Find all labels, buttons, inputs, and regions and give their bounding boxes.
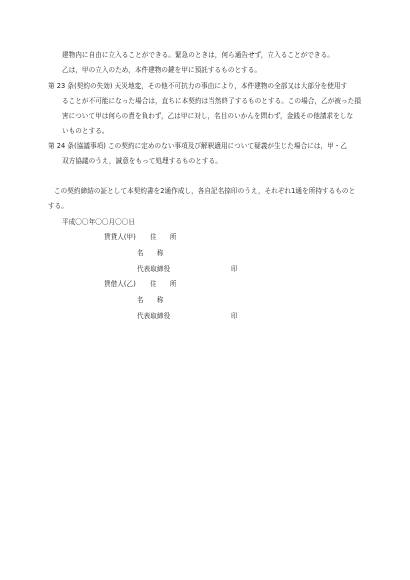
continued-line-2: 乙は，甲の立入のため，本件建物の鍵を甲に預託するものとする。 [62, 66, 262, 74]
lessee-address-label: 住 所 [150, 280, 177, 288]
article-23-line-4: いものとする。 [62, 127, 109, 135]
lessee-name-label: 名 称 [137, 296, 164, 304]
article-24-line-1: 第 24 条(協議事項) この契約に定めのない事項及び解釈適用について疑義が生じた場合には，甲・乙 [48, 142, 348, 150]
closing-line-2: する。 [48, 202, 68, 210]
contract-date: 平成〇〇年〇〇月〇〇日 [62, 218, 136, 226]
continued-line-1: 建物内に自由に立入ることができる。緊急のときは，何ら通告せず，立入ることができる。 [62, 51, 334, 59]
article-23-line-3: 害について甲は何らの責を負わず，乙は甲に対し，名目のいかんを問わず，金銭その他請求をしな [62, 112, 354, 120]
lessor-name-label: 名 称 [137, 249, 164, 257]
article-24-line-2: 双方協議のうえ，誠意をもって処理するものとする。 [62, 157, 222, 165]
lessee-role: 賃借人(乙) [104, 280, 136, 288]
article-23-line-1: 第 23 条(契約の失効) 天災地変，その他不可抗力の事由により，本件建物の全部又は大部分を使用す [48, 82, 348, 90]
lessor-role: 賃貸人(甲) [104, 233, 136, 241]
lessee-seal-mark: 印 [231, 312, 238, 320]
lessor-representative-label: 代表取締役 [137, 265, 171, 273]
article-23-line-2: ることが不可能になった場合は，直ちに本契約は当然終了するものとする。この場合，乙が被った損 [62, 97, 361, 105]
closing-line-1: この契約締結の証として本契約書を2通作成し，各自記名捺印のうえ，それぞれ1通を所持するものと [54, 187, 356, 195]
lessor-seal-mark: 印 [231, 265, 238, 273]
lessee-representative-label: 代表取締役 [137, 312, 171, 320]
lessor-address-label: 住 所 [150, 233, 177, 241]
